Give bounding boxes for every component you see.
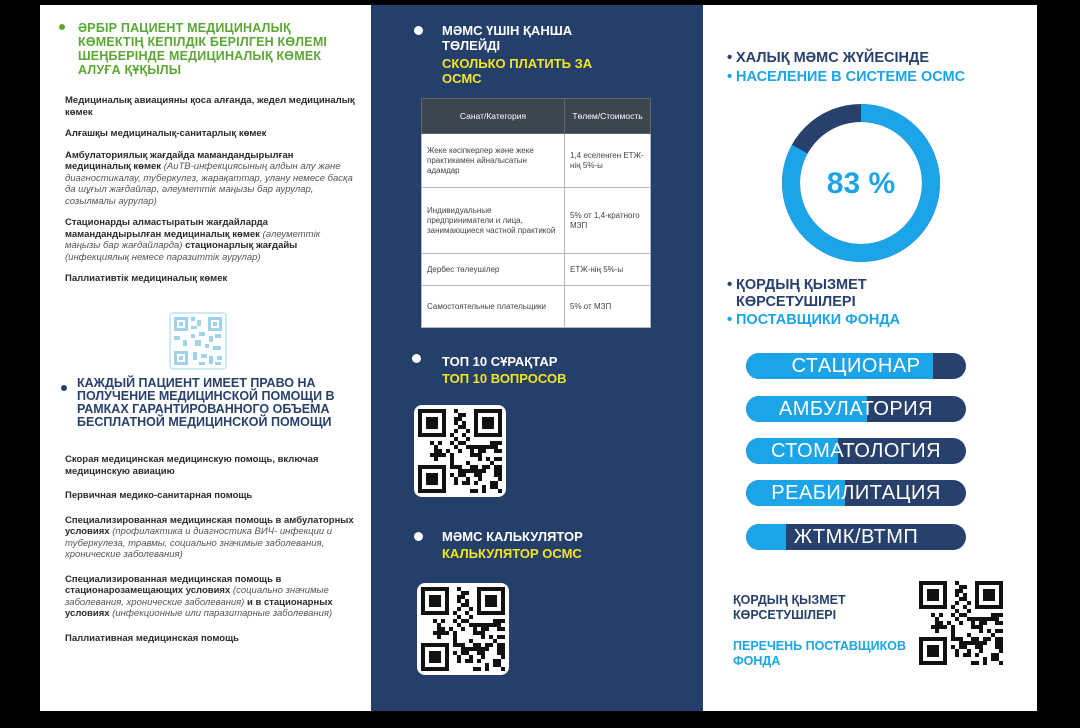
table-row xyxy=(422,254,651,286)
qr-icon xyxy=(417,583,509,675)
col-header: Төлем/Стоимость xyxy=(565,99,651,134)
left-panel xyxy=(40,5,371,711)
table-cell: ЕТЖ-нің 5%-ы xyxy=(565,254,651,286)
qr-icon xyxy=(414,405,506,497)
qr-icon xyxy=(915,577,1007,669)
item-bold-text: и в стационарных условиях xyxy=(65,596,333,619)
item-bold-text: Специализированная медицинская помощь в амбулаторных условиях xyxy=(65,514,354,537)
item-detail-text: (профилактика и диагностика ВИЧ- инфекции и туберкулеза, травмы, социально значимые заболевания, хронические заболевания) xyxy=(65,526,333,560)
percent-label: 83 % xyxy=(826,167,896,200)
item-detail-text: (АиТВ-инфекциясының алдын алу және диагностикалау, туберкулез, жарақаттар, улану немесе басқа да шұғыл жағдайлар, әлеуметтік маңызы бар аурулар, созылмалы аурулар) xyxy=(65,161,353,207)
item-detail-text: (әлеуметтік маңызы бар жағдайларда) xyxy=(65,228,321,251)
bullet-dot xyxy=(412,354,421,363)
prov-kz-heading: ҚОРДЫҢ ҚЫЗМЕТ КӨРСЕТУШІЛЕРІ xyxy=(736,277,867,310)
cost-table xyxy=(421,98,651,328)
item-bold-text: Амбулаториялық жағдайда мамандандырылған медициналық көмек xyxy=(65,149,294,172)
table-cell: 1,4 еселенген ЕТЖ-нің 5%-ы xyxy=(565,134,651,188)
bullet-char: • xyxy=(727,68,733,85)
bullet-dot xyxy=(414,26,423,35)
pill-label: РЕАБИЛИТАЦИЯ xyxy=(771,482,941,504)
qr-code-light[interactable] xyxy=(169,312,227,370)
table-row xyxy=(422,134,651,188)
bullet-char: • xyxy=(727,276,733,293)
kz-heading: ӘРБІР ПАЦИЕНТ МЕДИЦИНАЛЫҚ КӨМЕКТІҢ КЕПІЛДІК БЕРІЛГЕН КӨЛЕМІ ШЕҢБЕРІНДЕ МЕДИЦИНАЛЫҚ КӨМЕК АЛУҒА ҚҰҚЫЛЫ xyxy=(78,21,328,77)
col-header: Санат/Категория xyxy=(422,99,565,134)
bottom-kz-heading: ҚОРДЫҢ ҚЫЗМЕТ КӨРСЕТУШІЛЕРІ xyxy=(733,593,846,622)
list-item xyxy=(65,454,357,477)
item-bold-text: Первичная медико-санитарная помощь xyxy=(65,490,253,501)
s1-kz-heading: МӘМС ҮШІН ҚАНША ТӨЛЕЙДІ xyxy=(442,23,573,53)
table-cell: Самостоятельные плательщики xyxy=(422,286,565,328)
prov-ru-heading: ПОСТАВЩИКИ ФОНДА xyxy=(736,312,901,328)
list-item xyxy=(65,574,357,620)
bullet-char: • xyxy=(727,311,733,328)
bullet-dot xyxy=(61,385,67,391)
kz-list xyxy=(65,95,355,285)
pill-label: СТОМАТОЛОГИЯ xyxy=(770,440,942,462)
pop-ru-heading: НАСЕЛЕНИЕ В СИСТЕМЕ ОСМС xyxy=(736,69,966,85)
right-panel xyxy=(703,5,1037,711)
list-item xyxy=(65,490,357,502)
s2-ru-heading: ТОП 10 ВОПРОСОВ xyxy=(442,371,567,386)
list-item xyxy=(65,273,355,285)
table-row xyxy=(422,188,651,254)
s3-kz-heading: МӘМС КАЛЬКУЛЯТОР xyxy=(442,529,583,544)
list-item xyxy=(65,95,355,118)
provider-pill xyxy=(746,524,966,550)
item-detail-text: (социально значимые заболевания, хронические заболевания) xyxy=(65,585,329,608)
qr-code-questions[interactable] xyxy=(414,405,506,497)
table-cell: 5% от 1,4-кратного МЗП xyxy=(565,188,651,254)
item-bold-text: Алғашқы медициналық-санитарлық көмек xyxy=(65,128,267,139)
qr-icon xyxy=(169,312,227,370)
item-detail-text: (инфекциялық немесе паразиттік аурулар) xyxy=(65,251,261,263)
list-item xyxy=(65,150,355,208)
item-bold-text: Медициналық авиацияны қоса алғанда, жедел медициналық көмек xyxy=(65,95,355,118)
table-cell: 5% от МЗП xyxy=(565,286,651,328)
middle-panel xyxy=(371,5,703,711)
table-row xyxy=(422,286,651,328)
pop-kz-heading: ХАЛЫҚ МӘМС ЖҮЙЕСІНДЕ xyxy=(736,50,929,66)
table-cell: Индивидуальные предприниматели и лица, занимающиеся частной практикой xyxy=(422,188,565,254)
pill-label: АМБУЛАТОРИЯ xyxy=(778,398,934,420)
list-item xyxy=(65,633,357,645)
bullet-dot xyxy=(59,24,65,30)
pill-label: ЖТМК/ВТМП xyxy=(793,526,919,548)
list-item xyxy=(65,515,357,561)
list-item xyxy=(65,128,355,140)
table-header-row xyxy=(422,99,651,134)
provider-pill xyxy=(746,396,966,422)
item-bold-text: Скорая медицинская медицинскую помощь, включая медицинскую авиацию xyxy=(65,454,319,477)
ru-list xyxy=(65,454,357,644)
bottom-ru-heading: ПЕРЕЧЕНЬ ПОСТАВЩИКОВ ФОНДА xyxy=(733,639,907,668)
item-bold-text: Паллиативная медицинская помощь xyxy=(65,632,239,644)
provider-pill xyxy=(746,438,966,464)
s3-ru-heading: КАЛЬКУЛЯТОР ОСМС xyxy=(442,546,582,561)
s1-ru-heading: СКОЛЬКО ПЛАТИТЬ ЗА ОСМС xyxy=(442,56,593,86)
bullet-char: • xyxy=(727,49,733,66)
bullet-dot xyxy=(414,532,423,541)
donut-chart xyxy=(780,102,942,264)
item-bold-text: Стационарды алмастыратын жағдайларда мамандандырылған медициналық көмек xyxy=(65,217,268,240)
table-cell: Дербес төлеушілер xyxy=(422,254,565,286)
list-item xyxy=(65,217,355,263)
item-bold-text: Паллиативтік медициналық көмек xyxy=(65,273,228,284)
qr-code-providers[interactable] xyxy=(915,577,1007,669)
item-bold-text: Специализированная медицинская помощь в стационарозамещающих условиях xyxy=(65,573,282,596)
qr-code-calculator[interactable] xyxy=(417,583,509,675)
provider-pill xyxy=(746,480,966,506)
provider-pill xyxy=(746,353,966,379)
s2-kz-heading: ТОП 10 СҰРАҚТАР xyxy=(442,354,558,369)
table-cell: Жеке кәсіпкерлер және жеке практикамен айналысатын адамдар xyxy=(422,134,565,188)
item-bold-text: стационарлық жағдайы xyxy=(182,240,298,251)
ru-heading: КАЖДЫЙ ПАЦИЕНТ ИМЕЕТ ПРАВО НА ПОЛУЧЕНИЕ МЕДИЦИНСКОЙ ПОМОЩИ В РАМКАХ ГАРАНТИРОВАННОГО ОБЪЕМА БЕСПЛАТНОЙ МЕДИЦИНСКОЙ ПОМОЩИ xyxy=(77,376,335,429)
item-detail-text: (инфекционные или паразитарные заболевания) xyxy=(109,608,333,619)
pill-label: СТАЦИОНАР xyxy=(791,355,921,377)
